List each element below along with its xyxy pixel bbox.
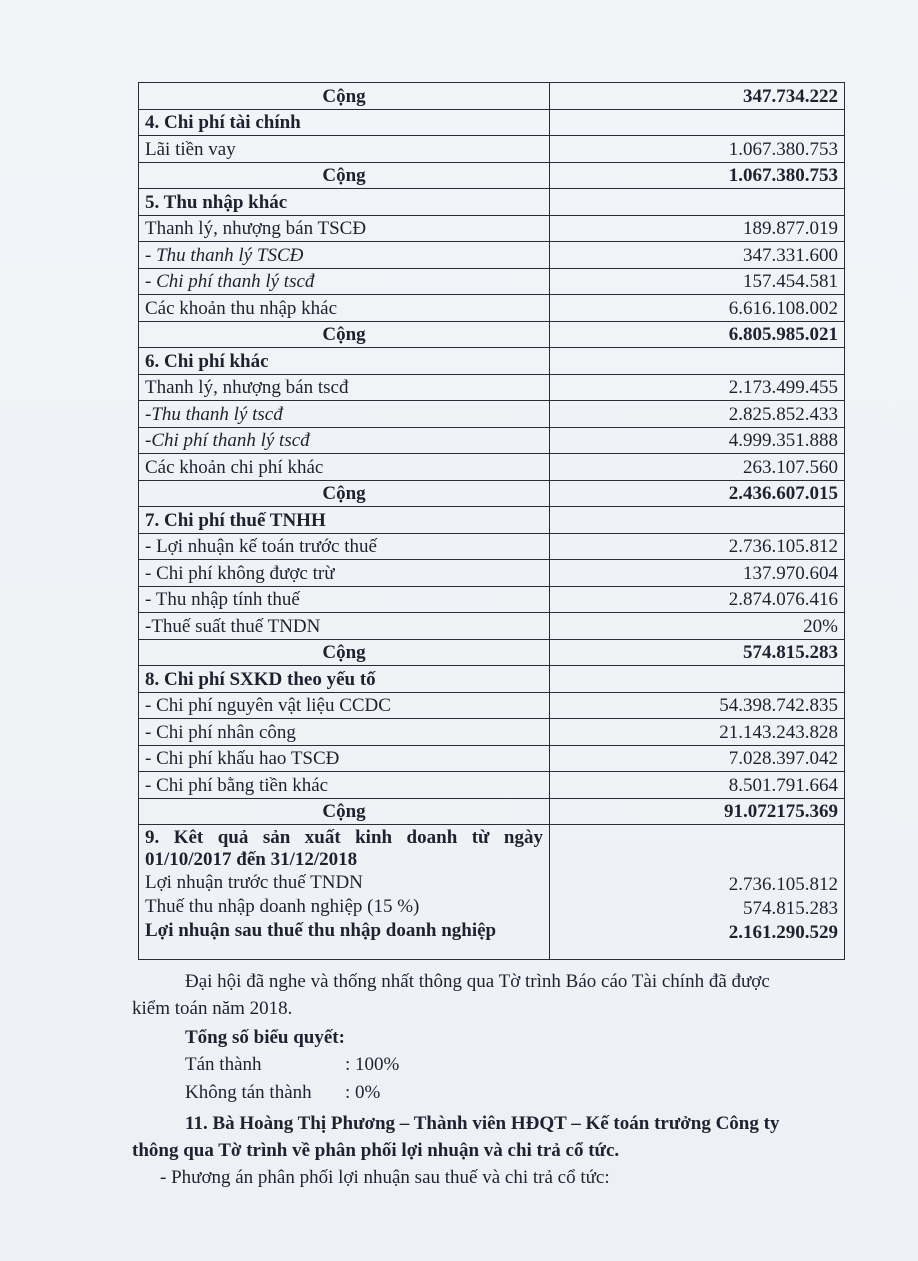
row-value (550, 189, 845, 216)
table-row (139, 136, 845, 163)
vote-disagree-label: Không tán thành (185, 1082, 312, 1103)
table-row (139, 83, 845, 110)
table-row (139, 772, 845, 799)
row-label: - Chi phí nhân công (139, 719, 550, 746)
row-value: 6.805.985.021 (550, 321, 845, 348)
row-value (550, 666, 845, 693)
table-row (139, 268, 845, 295)
section-heading: 7. Chi phí thuế TNHH (139, 507, 550, 534)
row-label: Các khoản thu nhập khác (139, 295, 550, 322)
row-value: 189.877.019 (550, 215, 845, 242)
row-label: Thanh lý, nhượng bán TSCĐ (139, 215, 550, 242)
row-label: Cộng (139, 480, 550, 507)
row-value: 6.616.108.002 (550, 295, 845, 322)
row-label: - Chi phí thanh lý tscđ (139, 268, 550, 295)
section9-left (139, 825, 550, 960)
row-label: Thanh lý, nhượng bán tscđ (139, 374, 550, 401)
vote-agree-value: : 100% (345, 1054, 400, 1075)
row-label: Cộng (139, 798, 550, 825)
row-value (550, 109, 845, 136)
table-row (139, 586, 845, 613)
section9-item-value: 2.736.105.812 (728, 874, 838, 895)
table-row (139, 401, 845, 428)
table-row (139, 639, 845, 666)
table-row-section9 (139, 825, 845, 960)
row-label: - Chi phí không được trừ (139, 560, 550, 587)
row-label: Cộng (139, 321, 550, 348)
table-row (139, 348, 845, 375)
row-label: Cộng (139, 639, 550, 666)
table-row (139, 109, 845, 136)
vote-agree-label: Tán thành (185, 1054, 262, 1075)
table-row (139, 507, 845, 534)
row-value: 2.874.076.416 (550, 586, 845, 613)
paragraph-approval-line1: Đại hội đã nghe và thống nhất thông qua Tờ trình Báo cáo Tài chính đã được (185, 971, 770, 992)
row-value: 2.825.852.433 (550, 401, 845, 428)
vote-title: Tổng số biểu quyết: (185, 1027, 345, 1048)
table-row (139, 719, 845, 746)
row-label: Lãi tiền vay (139, 136, 550, 163)
table-row (139, 666, 845, 693)
table-row (139, 162, 845, 189)
section9-right (550, 825, 845, 960)
row-label: Cộng (139, 83, 550, 110)
table-row (139, 613, 845, 640)
row-label: -Chi phí thanh lý tscđ (139, 427, 550, 454)
row-value: 8.501.791.664 (550, 772, 845, 799)
row-value: 263.107.560 (550, 454, 845, 481)
row-value: 137.970.604 (550, 560, 845, 587)
row-value: 574.815.283 (550, 639, 845, 666)
row-label: - Chi phí khấu hao TSCĐ (139, 745, 550, 772)
table-row (139, 692, 845, 719)
row-value: 7.028.397.042 (550, 745, 845, 772)
table-row (139, 242, 845, 269)
table-row (139, 427, 845, 454)
financial-table (138, 82, 845, 960)
vote-disagree-value: : 0% (345, 1082, 381, 1103)
row-value: 347.331.600 (550, 242, 845, 269)
row-label: - Thu nhập tính thuế (139, 586, 550, 613)
row-value: 2.436.607.015 (550, 480, 845, 507)
table-row (139, 295, 845, 322)
row-value: 2.736.105.812 (550, 533, 845, 560)
section9-item-value: 574.815.283 (743, 898, 838, 919)
table-row (139, 798, 845, 825)
paragraph-approval-line2: kiểm toán năm 2018. (132, 998, 293, 1019)
row-value: 1.067.380.753 (550, 162, 845, 189)
row-value: 347.734.222 (550, 83, 845, 110)
row-value: 4.999.351.888 (550, 427, 845, 454)
section-heading: 5. Thu nhập khác (139, 189, 550, 216)
row-label: -Thu thanh lý tscđ (139, 401, 550, 428)
row-value (550, 348, 845, 375)
row-value: 54.398.742.835 (550, 692, 845, 719)
row-label: - Chi phí nguyên vật liệu CCDC (139, 692, 550, 719)
table-row (139, 454, 845, 481)
table-row (139, 560, 845, 587)
table-row (139, 745, 845, 772)
table-row (139, 189, 845, 216)
item11-sub: - Phương án phân phối lợi nhuận sau thuế và chi trả cổ tức: (160, 1167, 610, 1188)
row-value: 21.143.243.828 (550, 719, 845, 746)
row-value: 157.454.581 (550, 268, 845, 295)
row-value: 20% (550, 613, 845, 640)
section9-item-label: Lợi nhuận sau thuế thu nhập doanh nghiệp (145, 920, 497, 941)
section-heading: 4. Chi phí tài chính (139, 109, 550, 136)
section-heading: 6. Chi phí khác (139, 348, 550, 375)
row-value: 1.067.380.753 (550, 136, 845, 163)
row-label: - Thu thanh lý TSCĐ (139, 242, 550, 269)
row-label: -Thuế suất thuế TNDN (139, 613, 550, 640)
table-row (139, 321, 845, 348)
item11-line1: 11. Bà Hoàng Thị Phương – Thành viên HĐQT – Kế toán trưởng Công ty (185, 1113, 780, 1134)
section9-item-value: 2.161.290.529 (728, 922, 838, 943)
table-row (139, 374, 845, 401)
row-label: - Chi phí bằng tiền khác (139, 772, 550, 799)
table-row (139, 480, 845, 507)
section9-item-label: Lợi nhuận trước thuế TNDN (145, 872, 363, 893)
row-value: 91.072175.369 (550, 798, 845, 825)
row-label: Cộng (139, 162, 550, 189)
section9-item-label: Thuế thu nhập doanh nghiệp (15 %) (145, 896, 420, 917)
table-row (139, 215, 845, 242)
row-label: Các khoản chi phí khác (139, 454, 550, 481)
section-heading: 8. Chi phí SXKD theo yếu tố (139, 666, 550, 693)
section9-title: 9. Kêt quả sản xuất kinh doanh từ ngày 01/10/2017 đến 31/12/2018 (145, 827, 543, 870)
item11-line2: thông qua Tờ trình về phân phối lợi nhuận và chi trả cổ tức. (132, 1140, 620, 1161)
row-label: - Lợi nhuận kế toán trước thuế (139, 533, 550, 560)
table-row (139, 533, 845, 560)
row-value (550, 507, 845, 534)
row-value: 2.173.499.455 (550, 374, 845, 401)
